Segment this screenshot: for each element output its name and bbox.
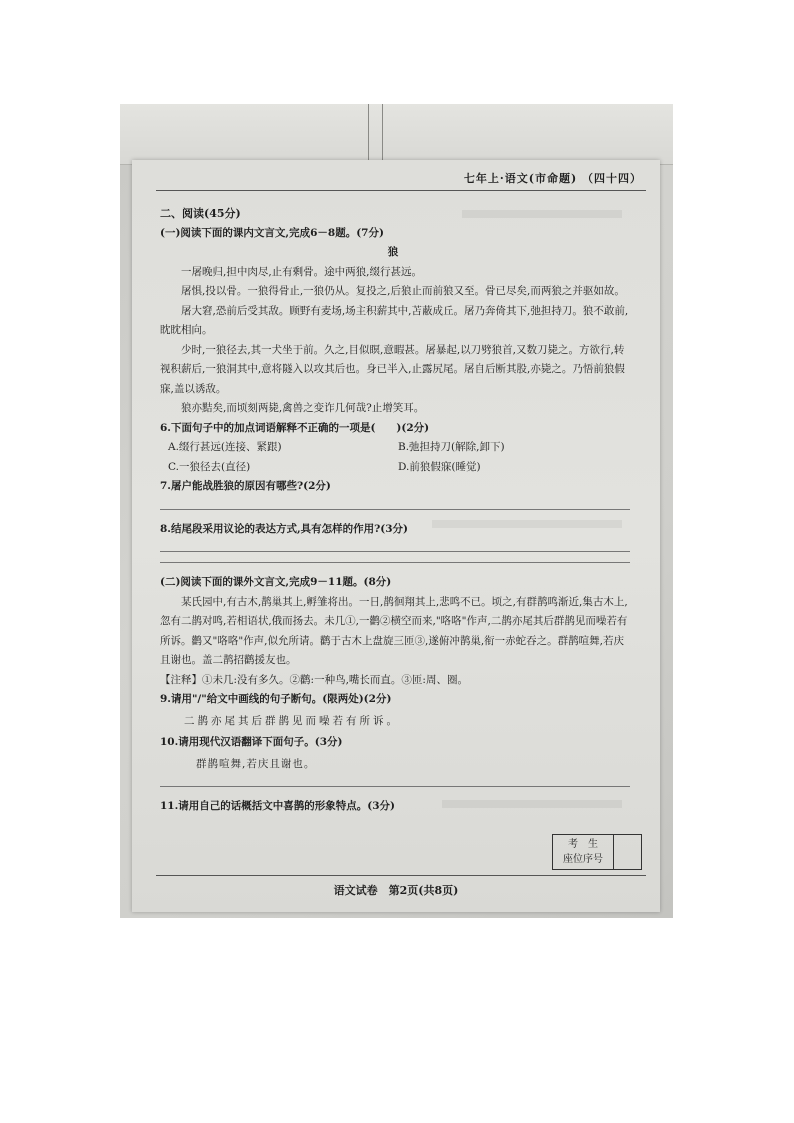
footer-rule [156,875,646,876]
seat-label [553,835,614,869]
option-c: C.一狼径去(直径) [168,460,251,473]
question-9-sentence: 二鹊亦尾其后群鹊见而噪若有所诉。 [184,714,400,727]
answer-line[interactable] [160,509,630,510]
question-10: 10.请用现代汉语翻译下面句子。(3分) [160,736,343,748]
seat-number-box [552,834,642,870]
annotation-note: 【注释】①未几:没有多久。②鹳:一种鸟,嘴长而直。③匝:周、圈。 [160,673,468,686]
passage-paragraph: 一屠晚归,担中肉尽,止有剩骨。途中两狼,缀行甚远。 [181,265,423,278]
option-a: A.缀行甚远(连接、紧跟) [168,441,282,453]
background-sheet [120,104,673,165]
option-d: D.前狼假寐(睡觉) [398,460,481,473]
extra-passage: 某氏园中,有古木,鹊巢其上,孵雏将出。一日,鹊徊翔其上,悲鸣不已。顷之,有群鹊鸣渐近,集古木上,忽有二鹊对鸣,若相语状,俄而扬去。未几①,一鹳②横空而来,"咯咯"作声,二鹊亦尾其后群鹊见而噪若有所诉。鹳又"咯咯"作声,似允所请。鹳于古木上盘旋三匝③,遂俯冲鹊巢,衔一赤蛇吞之。群鹊喧舞,若庆且谢也。盖二鹊招鹳援友也。 [160,595,628,666]
part1-heading: (一)阅读下面的课内文言文,完成6－8题。(7分) [160,226,384,239]
paper-crease [382,104,383,162]
set-number: （四十四） [582,172,642,185]
question-6: 6.下面句子中的加点词语解释不正确的一项是( )(2分) [160,421,430,434]
question-9: 9.请用"/"给文中画线的句子断句。(限两处)(2分) [160,693,392,705]
part2-heading: (二)阅读下面的课外文言文,完成9－11题。(8分) [160,576,392,588]
passage-paragraph: 少时,一狼径去,其一犬坐于前。久之,目似瞑,意暇甚。屠暴起,以刀劈狼首,又数刀毙之。方欲行,转视积薪后,一狼洞其中,意将隧入以攻其后也。身已半入,止露尻尾。屠自后断其股,亦毙之。乃悟前狼假寐,盖以诱敌。 [160,343,625,395]
question-11: 11.请用自己的话概括文中喜鹊的形象特点。(3分) [160,800,396,812]
answer-line[interactable] [160,551,630,552]
seat-label-line2: 座位序号 [563,854,603,865]
option-b: B.弛担持刀(解除,卸下) [398,441,505,453]
exam-paper [132,160,660,912]
question-10-sentence: 群鹊喧舞,若庆且谢也。 [196,757,316,770]
passage-paragraph: 狼亦黠矣,而顷刻两毙,禽兽之变诈几何哉?止增笑耳。 [181,402,425,414]
question-8: 8.结尾段采用议论的表达方式,具有怎样的作用?(3分) [160,522,409,535]
question-6-options [168,438,630,477]
exam-content [160,204,630,817]
paper-header [464,170,642,186]
section-title: 二、阅读(45分) [160,207,241,220]
seat-label-line1: 考 生 [568,839,598,850]
passage-paragraph: 屠惧,投以骨。一狼得骨止,一狼仍从。复投之,后狼止而前狼又至。骨已尽矣,而两狼之并驱如故。 [181,285,625,297]
passage-paragraph: 屠大窘,恐前后受其敌。顾野有麦场,场主积薪其中,苫蔽成丘。屠乃奔倚其下,弛担持刀。狼不敢前,眈眈相向。 [160,304,629,336]
seat-number-field[interactable] [614,835,641,869]
exam-photo [120,104,673,918]
question-7: 7.屠户能战胜狼的原因有哪些?(2分) [160,480,331,492]
answer-line[interactable] [160,786,630,787]
page-footer: 语文试卷 第2页(共8页) [333,884,459,897]
passage-title: 狼 [387,246,403,258]
header-rule [156,190,646,191]
paper-crease [368,104,369,162]
answer-line[interactable] [160,562,630,563]
course-label: 七年上·语文(市命题) [463,172,578,185]
